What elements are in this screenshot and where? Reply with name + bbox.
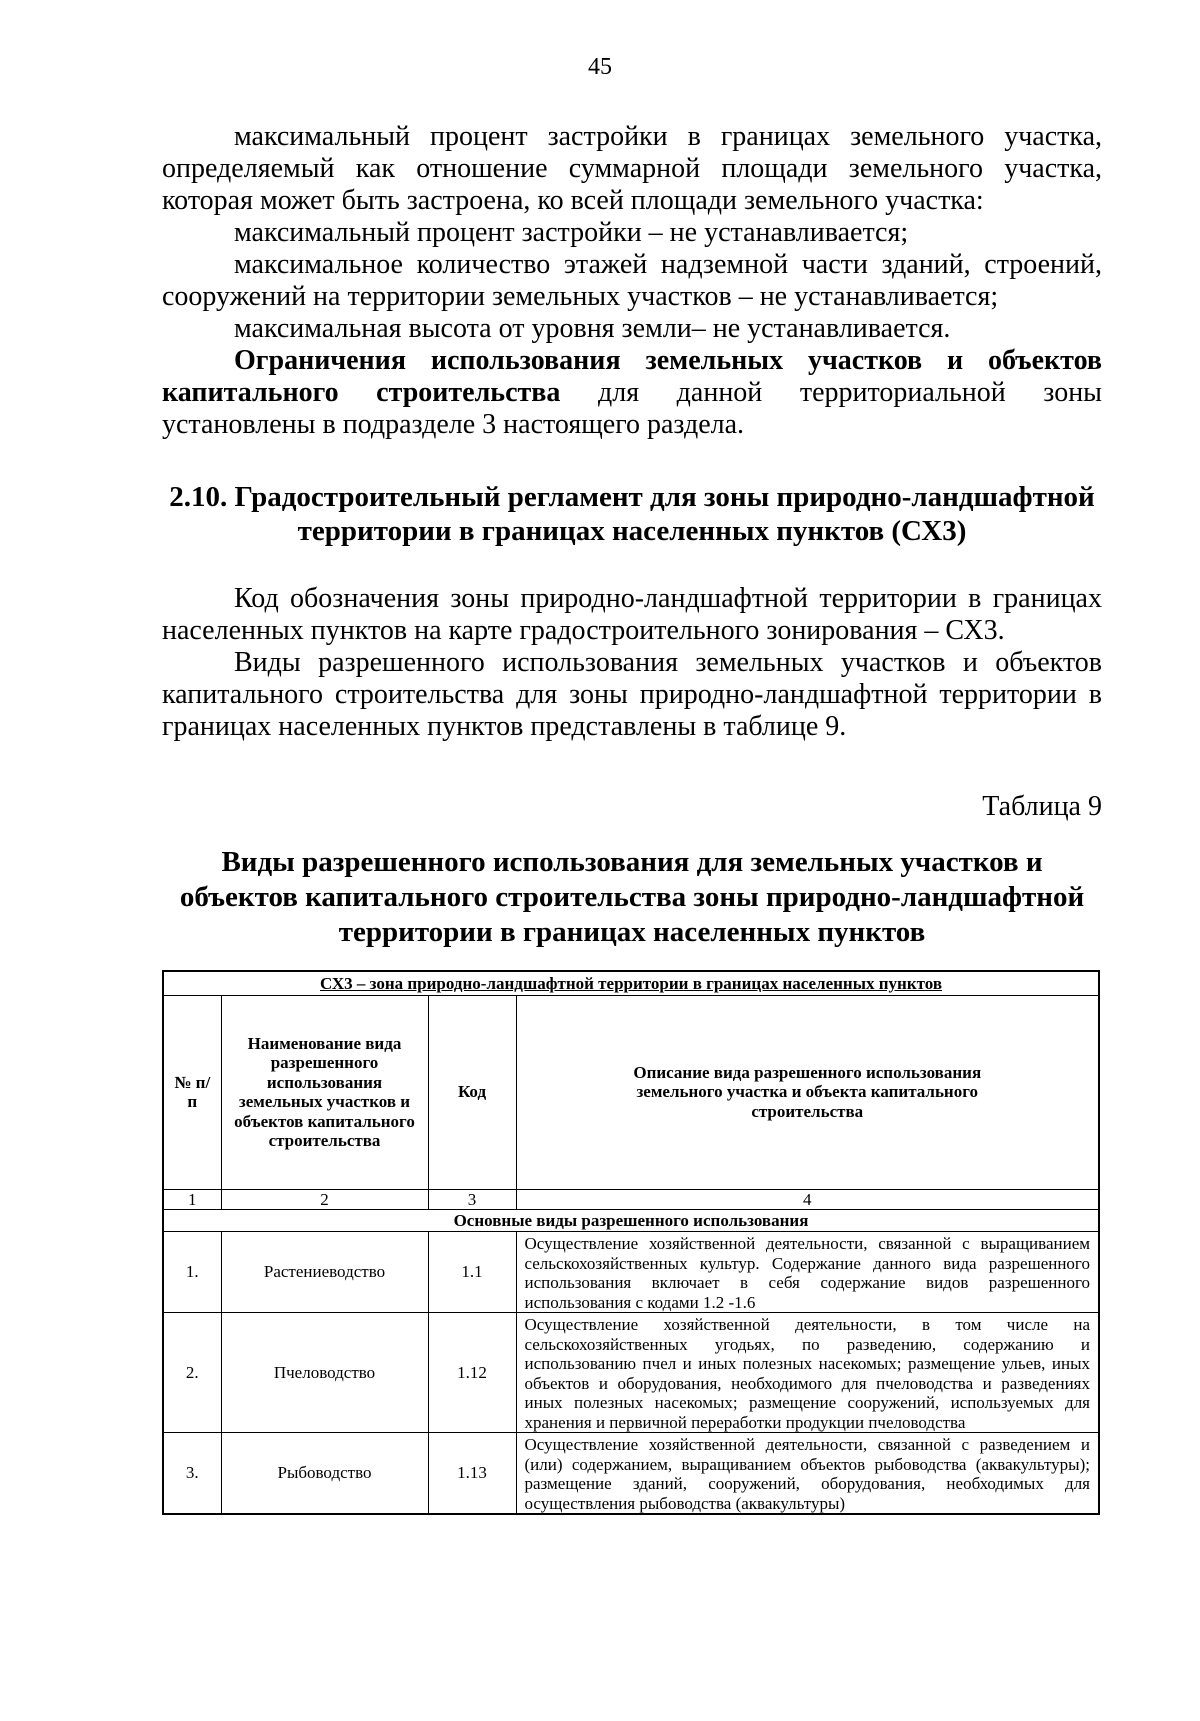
row-num: 2. bbox=[163, 1313, 221, 1433]
col-header-name: Наименование вида разрешенного использования земельных участков и объектов капитального строительства bbox=[221, 995, 428, 1189]
paragraph-building-percent: максимальный процент застройки в границах земельного участка, определяемый как отношение суммарной площади земельного участка, которая может быть застроена, ко всей площади земельного участка: bbox=[162, 121, 1102, 216]
text-block-top bbox=[162, 121, 1102, 441]
row-desc: Осуществление хозяйственной деятельности, связанной с разведением и (или) содержанием, выращиванием объектов рыбоводства (аквакультуры); размещение зданий, сооружений, оборудования, необходимых для осуществления рыбоводства (аквакультуры) bbox=[516, 1433, 1099, 1515]
row-desc: Осуществление хозяйственной деятельности, в том числе на сельскохозяйственных угодьях, по разведению, содержанию и использованию пчел и иных полезных насекомых; размещение ульев, иных объектов и оборудования, необходимого для пчеловодства и разведениях иных полезных насекомых; размещение сооружений, используемых для хранения и первичной переработки продукции пчеловодства bbox=[516, 1313, 1099, 1433]
col-index-3: 3 bbox=[428, 1189, 516, 1210]
paragraph-max-floors: максимальное количество этажей надземной части зданий, строений, сооружений на территории земельных участков – не устанавливается; bbox=[162, 249, 1102, 312]
row-code: 1.13 bbox=[428, 1433, 516, 1515]
usage-table bbox=[162, 970, 1100, 1515]
col-header-num: № п/п bbox=[163, 995, 221, 1189]
row-name: Рыбоводство bbox=[221, 1433, 428, 1515]
table-row bbox=[163, 1313, 1099, 1433]
text-block-section bbox=[162, 583, 1102, 743]
paragraph-max-percent: максимальный процент застройки – не устанавливается; bbox=[234, 217, 909, 248]
section-title: 2.10. Градостроительный регламент для зоны природно-ландшафтной территории в границах населенных пунктов (СХ3) bbox=[169, 481, 1095, 547]
paragraph-restrictions bbox=[162, 345, 1102, 441]
row-name: Растениеводство bbox=[221, 1232, 428, 1313]
group-header-cell: Основные виды разрешенного использования bbox=[163, 1210, 1099, 1232]
table-row bbox=[163, 1232, 1099, 1313]
col-header-desc: Описание вида разрешенного использования земельного участка и объекта капитального строительства bbox=[516, 995, 1099, 1189]
col-index-2: 2 bbox=[221, 1189, 428, 1210]
row-code: 1.1 bbox=[428, 1232, 516, 1313]
restrictions-bold-text: Ограничения использования земельных участков и объектов капитального строительства bbox=[162, 345, 1102, 408]
row-num: 1. bbox=[163, 1232, 221, 1313]
table-caption: Таблица 9 bbox=[982, 791, 1102, 822]
zone-header-cell: СХ3 – зона природно-ландшафтной территории в границах населенных пунктов bbox=[163, 971, 1099, 995]
col-index-1: 1 bbox=[163, 1189, 221, 1210]
row-code: 1.12 bbox=[428, 1313, 516, 1433]
table-row bbox=[163, 1433, 1099, 1515]
paragraph-zone-code: Код обозначения зоны природно-ландшафтной территории в границах населенных пунктов на карте градостроительного зонирования – СХ3. bbox=[162, 583, 1102, 646]
row-name: Пчеловодство bbox=[221, 1313, 428, 1433]
paragraph-usage-types: Виды разрешенного использования земельных участков и объектов капитального строительства для зоны природно-ландшафтной территории в границах населенных пунктов представлены в таблице 9. bbox=[162, 647, 1102, 742]
col-index-4: 4 bbox=[516, 1189, 1099, 1210]
page-number: 45 bbox=[588, 54, 612, 80]
restrictions-text: для данной территориальной зоны установлены в подразделе 3 настоящего раздела. bbox=[162, 377, 1102, 440]
row-desc: Осуществление хозяйственной деятельности, связанной с выращиванием сельскохозяйственных культур. Содержание данного вида разрешенного использования включает в себя содержание видов разрешенного использования с кодами 1.2 -1.6 bbox=[516, 1232, 1099, 1313]
table-title: Виды разрешенного использования для земельных участков и объектов капитального строительства зоны природно-ландшафтной территории в границах населенных пунктов bbox=[179, 846, 1085, 948]
row-num: 3. bbox=[163, 1433, 221, 1515]
paragraph-max-height: максимальная высота от уровня земли– не устанавливается. bbox=[234, 313, 951, 344]
col-header-code: Код bbox=[428, 995, 516, 1189]
